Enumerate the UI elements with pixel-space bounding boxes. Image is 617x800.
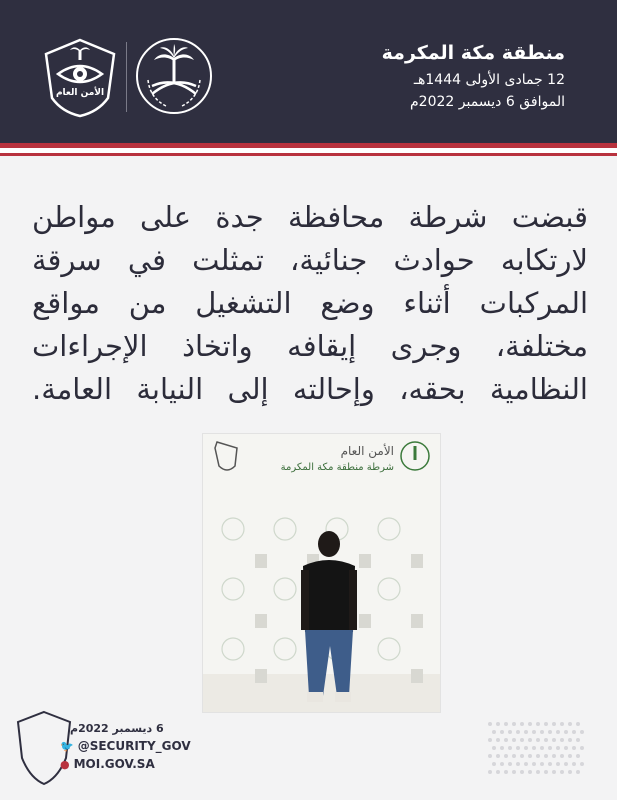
news-line-1: قبضت شرطة محافظة جدة على مواطن	[32, 200, 588, 234]
date-hijri: 12 جمادى الأولى 1444هـ	[413, 72, 565, 88]
backdrop-subtitle: شرطة منطقة مكة المكرمة	[280, 462, 394, 473]
news-line-3: المركبات أثناء وضع التشغيل من مواقع	[32, 286, 588, 320]
twitter-handle: @SECURITY_GOV	[77, 739, 191, 753]
public-security-badge-icon	[38, 36, 122, 120]
arrest-photo	[202, 433, 441, 713]
region-title: منطقة مكة المكرمة	[381, 42, 565, 64]
backdrop-title: الأمن العام	[340, 444, 394, 458]
news-body	[32, 196, 588, 411]
footer-date: 6 ديسمبر 2022م	[70, 722, 164, 735]
header-divider-red-thin	[0, 153, 617, 156]
photo-backdrop	[203, 434, 441, 713]
news-line-5: النظامية بحقه، وإحالته إلى النيابة العامة.	[32, 372, 588, 406]
globe-icon: ●	[60, 757, 70, 771]
website-url: MOI.GOV.SA	[73, 757, 155, 771]
footer-website[interactable]	[60, 757, 155, 771]
twitter-icon: 🐦	[60, 739, 74, 753]
news-line-2: لارتكابه حوادث جنائية، تمثلت في سرقة	[32, 243, 588, 277]
logo-divider	[126, 42, 127, 112]
decorative-dots-pattern	[486, 720, 586, 776]
saudi-emblem-icon	[134, 36, 214, 116]
badge-label: الأمن العام	[55, 88, 105, 98]
date-gregorian: الموافق 6 ديسمبر 2022م	[409, 94, 565, 110]
footer-twitter[interactable]	[60, 739, 191, 753]
news-line-4: مختلفة، وجرى إيقافه واتخاذ الإجراءات	[32, 329, 588, 363]
